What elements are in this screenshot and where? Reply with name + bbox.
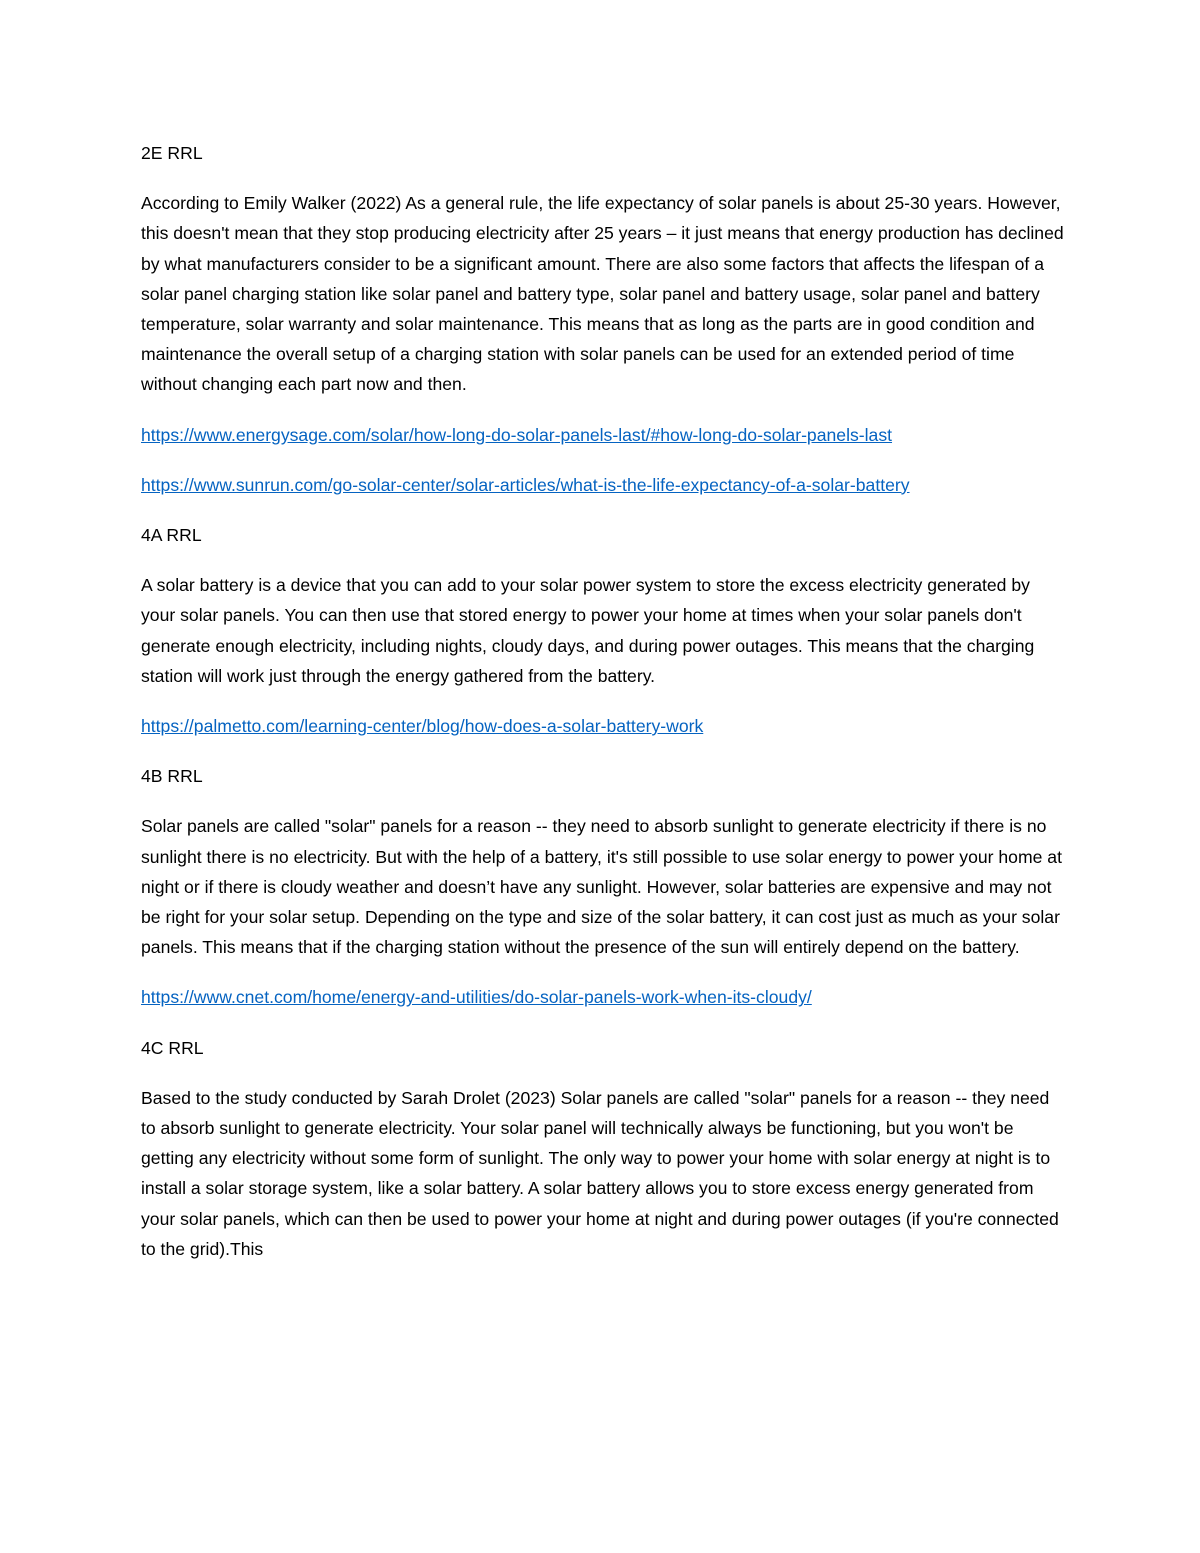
document-page <box>141 138 1066 1284</box>
section-heading: 4A RRL <box>141 525 202 546</box>
section-paragraph: According to Emily Walker (2022) As a general rule, the life expectancy of solar panels is about 25-30 years. However, this doesn't mean that they stop producing electricity after 25 years – it just means that energy production has declined by what manufacturers consider to be a significant amount. There are also some factors that affects the lifespan of a solar panel charging station like solar panel and battery type, solar panel and battery usage, solar panel and battery temperature, solar warranty and solar maintenance. This means that as long as the parts are in good condition and maintenance the overall setup of a charging station with solar panels can be used for an extended period of time without changing each part now and then. <box>141 193 1064 395</box>
section-paragraph: A solar battery is a device that you can add to your solar power system to store the excess electricity generated by your solar panels. You can then use that stored energy to power your home at times when your solar panels don't generate enough electricity, including nights, cloudy days, and during power outages. This means that the charging station will work just through the energy gathered from the battery. <box>141 575 1035 686</box>
section-paragraph: Based to the study conducted by Sarah Drolet (2023) Solar panels are called "solar" panels for a reason -- they need to absorb sunlight to generate electricity. Your solar panel will technically always be functioning, but you won't be getting any electricity without some form of sunlight. The only way to power your home with solar energy at night is to install a solar storage system, like a solar battery. A solar battery allows you to store excess energy generated from your solar panels, which can then be used to power your home at night and during power outages (if you're connected to the grid).This <box>141 1087 1059 1259</box>
reference-link[interactable]: https://palmetto.com/learning-center/blog/how-does-a-solar-battery-work <box>141 716 704 737</box>
section-paragraph: Solar panels are called "solar" panels for a reason -- they need to absorb sunlight to generate electricity if there is no sunlight there is no electricity. But with the help of a battery, it's still possible to use solar energy to power your home at night or if there is cloudy weather and doesn’t have any sunlight. However, solar batteries are expensive and may not be right for your solar setup. Depending on the type and size of the solar battery, it can cost just as much as your solar panels. This means that if the charging station without the presence of the sun will entirely depend on the battery. <box>141 816 1062 958</box>
section-heading: 2E RRL <box>141 143 203 163</box>
section-heading: 4C RRL <box>141 1037 204 1058</box>
section-4b-rrl <box>141 761 1066 1012</box>
section-heading: 4B RRL <box>141 766 203 787</box>
reference-link[interactable]: https://www.sunrun.com/go-solar-center/solar-articles/what-is-the-life-expectancy-of-a-solar-battery <box>141 474 910 495</box>
reference-link[interactable]: https://www.cnet.com/home/energy-and-utilities/do-solar-panels-work-when-its-cloudy/ <box>141 987 812 1008</box>
reference-link[interactable]: https://www.energysage.com/solar/how-long-do-solar-panels-last/#how-long-do-solar-panels-last <box>141 424 893 445</box>
section-2e-rrl <box>141 138 1066 500</box>
section-4c-rrl <box>141 1033 1066 1264</box>
section-4a-rrl <box>141 520 1066 741</box>
